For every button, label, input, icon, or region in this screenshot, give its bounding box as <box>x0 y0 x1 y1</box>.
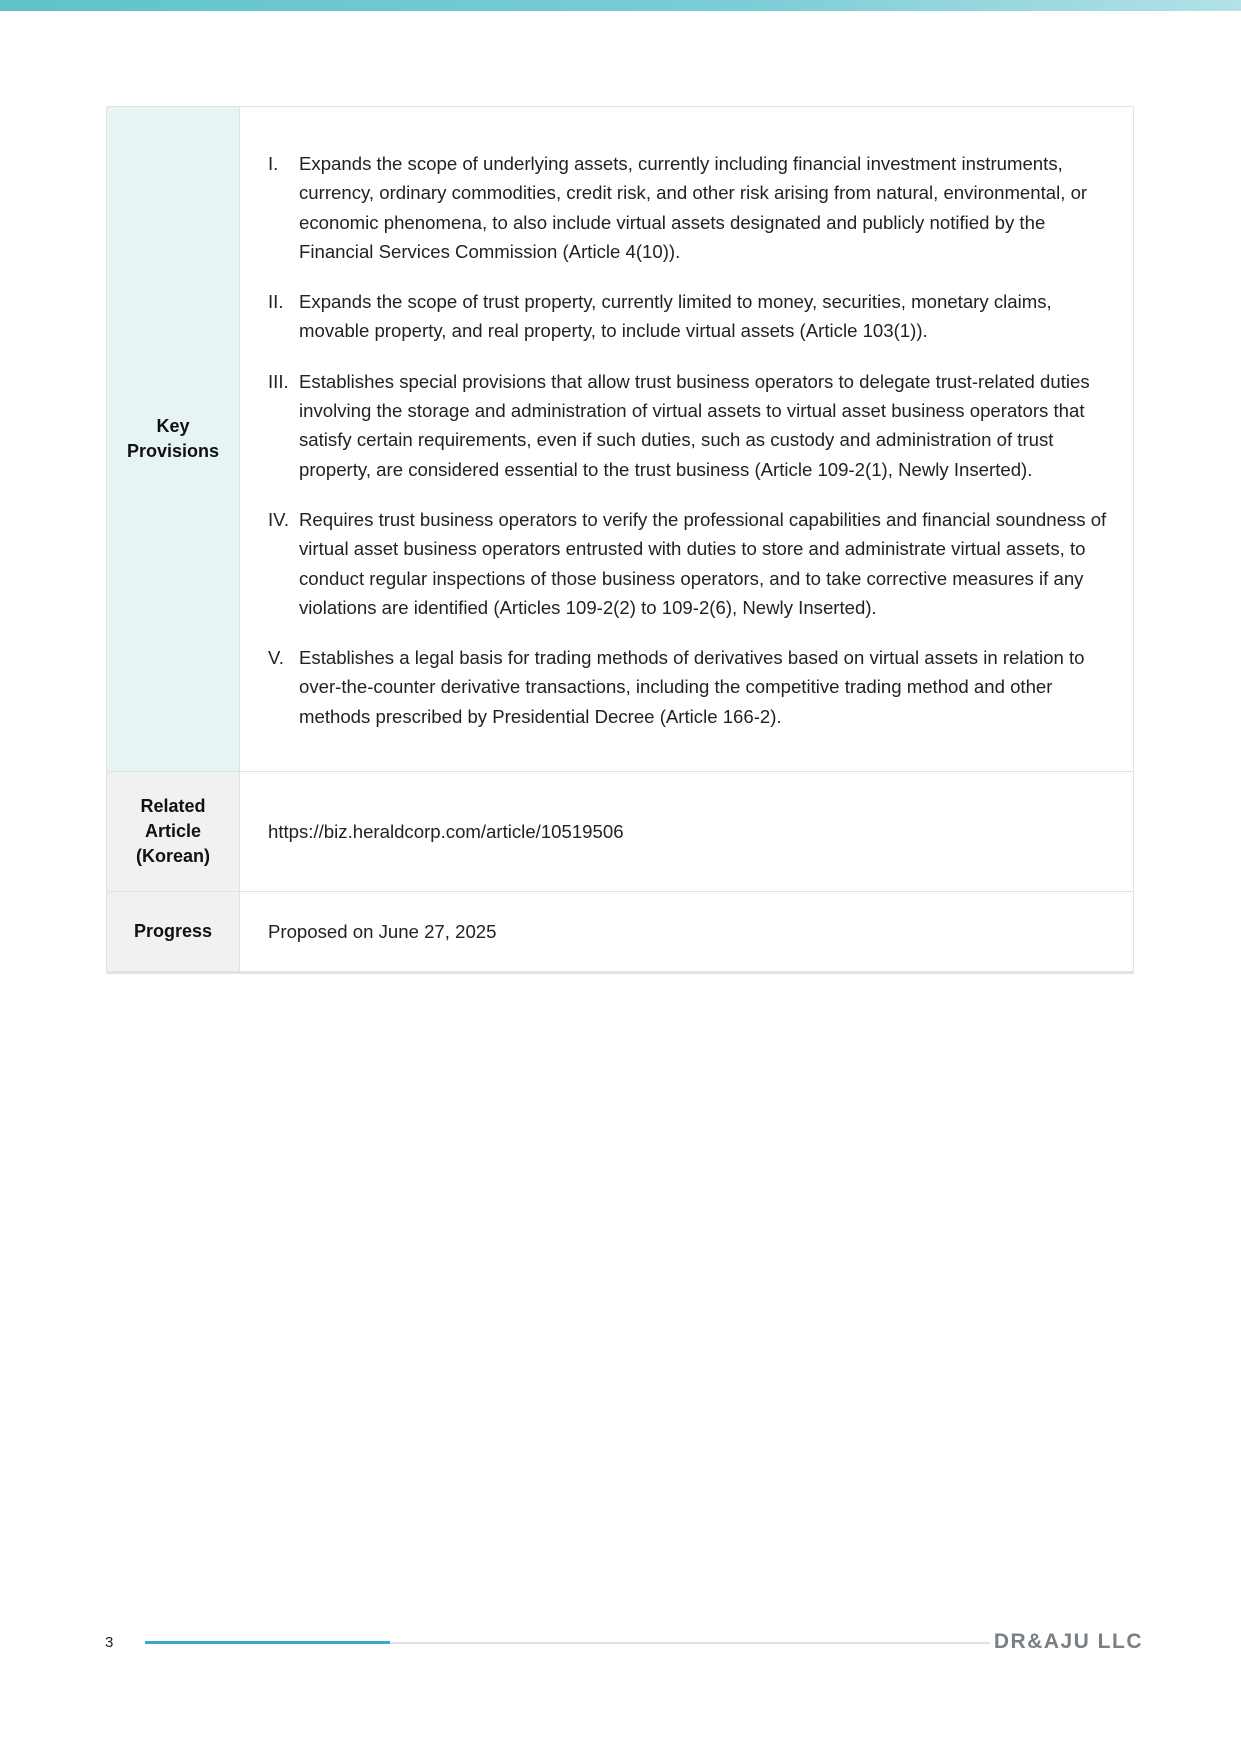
bill-info-table <box>106 106 1134 974</box>
progress-value: Proposed on June 27, 2025 <box>240 892 1134 973</box>
page-number: 3 <box>105 1634 114 1651</box>
brand-logo-text: DR&AJU LLC <box>993 1630 1143 1653</box>
provision-item <box>268 643 1107 731</box>
provision-item <box>268 287 1107 346</box>
provision-number: II. <box>268 291 284 313</box>
progress-row <box>107 892 1134 973</box>
provision-number: III. <box>268 370 289 392</box>
provision-number: V. <box>268 647 284 669</box>
progress-label: Progress <box>107 892 240 973</box>
provision-text: Expands the scope of underlying assets, currently including financial investment instruments, currency, ordinary commodities, credit risk, and other risk arising from natural, environmental, or economic phenomena, to also include virtual assets designated and publicly notified by the Financial Services Commission (Article 4(10)). <box>299 153 1088 262</box>
provision-text: Establishes special provisions that allow trust business operators to delegate trust-related duties involving the storage and administration of virtual assets to virtual asset business operators that satisfy certain requirements, even if such duties, such as custody and administration of trust property, are considered essential to the trust business (Article 109-2(1), Newly Inserted). <box>299 370 1090 480</box>
provision-text: Requires trust business operators to verify the professional capabilities and financial soundness of virtual asset business operators entrusted with duties to store and administrate virtual assets, to conduct regular inspections of those business operators, and to take corrective measures if any violations are identified (Articles 109-2(2) to 109-2(6), Newly Inserted). <box>299 508 1107 618</box>
key-provisions-content <box>240 107 1134 772</box>
related-article-link[interactable]: https://biz.heraldcorp.com/article/10519506 <box>240 772 1134 892</box>
top-accent-bar <box>0 0 1241 11</box>
provision-item <box>268 149 1107 266</box>
page-progress-bar <box>145 1641 390 1644</box>
provision-number: I. <box>268 153 279 174</box>
provision-item <box>268 505 1107 622</box>
key-provisions-row <box>107 107 1134 772</box>
related-article-label: Related Article (Korean) <box>107 772 240 892</box>
related-article-row <box>107 772 1134 892</box>
provision-text: Establishes a legal basis for trading methods of derivatives based on virtual assets in relation to over-the-counter derivative transactions, including the competitive trading method and other methods prescribed by Presidential Decree (Article 166-2). <box>299 647 1085 727</box>
provision-number: IV. <box>268 508 290 530</box>
provision-text: Expands the scope of trust property, currently limited to money, securities, monetary claims, movable property, and real property, to include virtual assets (Article 103(1)). <box>299 291 1052 342</box>
provisions-list <box>268 107 1107 771</box>
key-provisions-label: Key Provisions <box>107 107 240 772</box>
provision-item <box>268 367 1107 484</box>
